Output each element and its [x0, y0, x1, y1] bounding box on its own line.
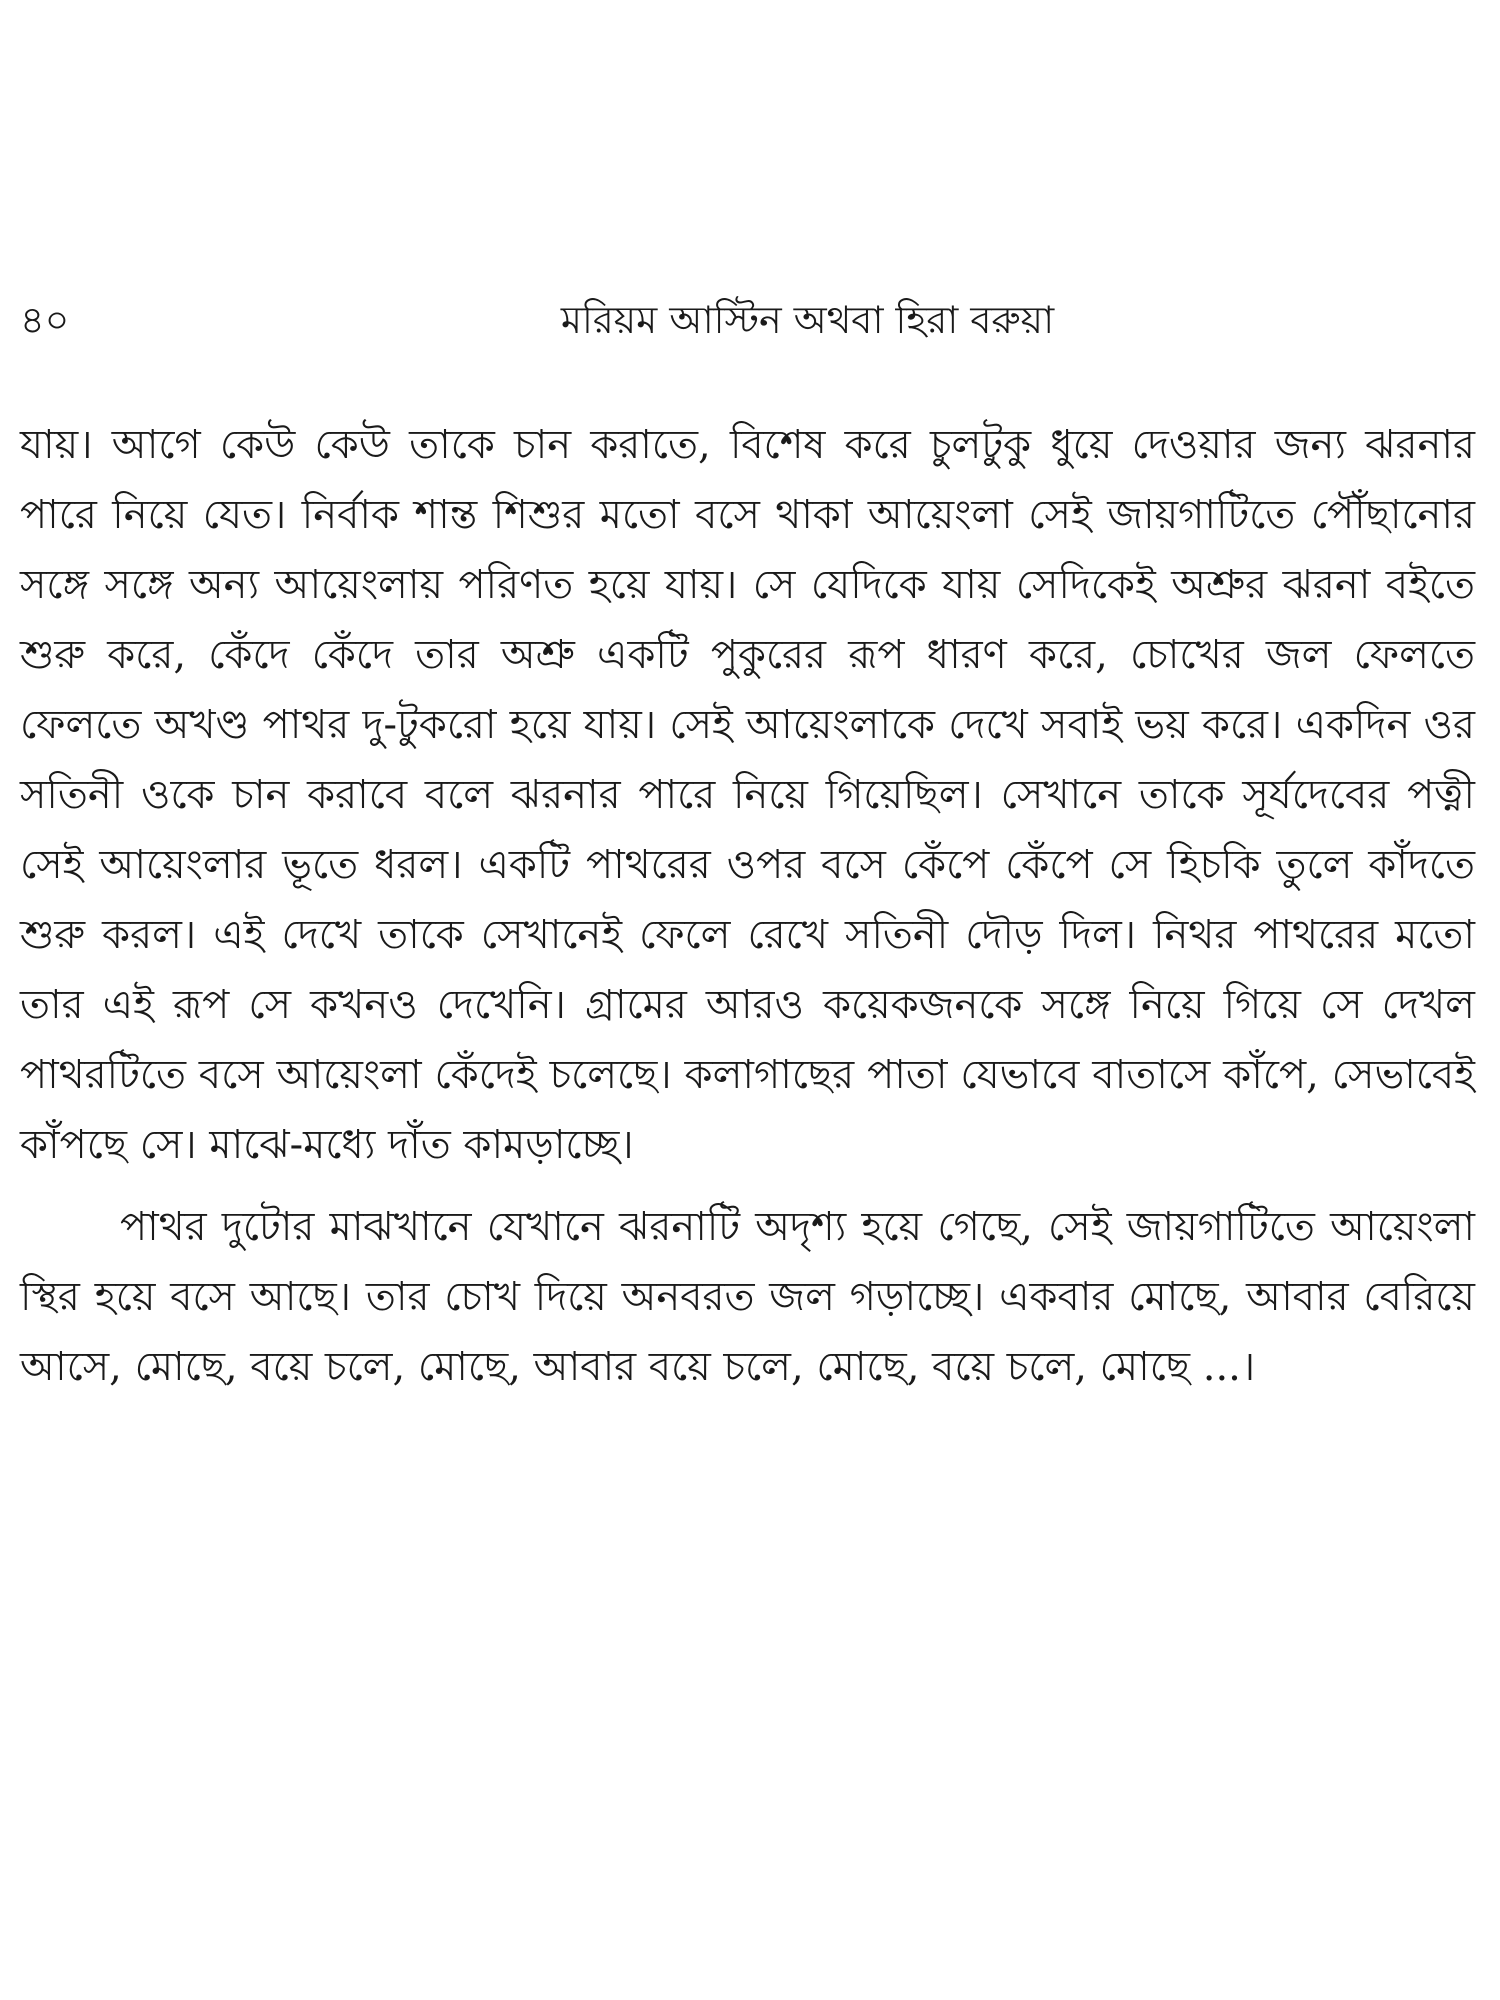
book-title: মরিয়ম আস্টিন অথবা হিরা বরুয়া [560, 298, 1055, 342]
running-header [20, 290, 1475, 350]
paragraph-1: যায়। আগে কেউ কেউ তাকে চান করাতে, বিশেষ করে চুলটুকু ধুয়ে দেওয়ার জন্য ঝরনার পারে নিয়ে যেত। নির্বাক শান্ত শিশুর মতো বসে থাকা আয়েংলা সেই জায়গাটিতে পৌঁছানোর সঙ্গে সঙ্গে অন্য আয়েংলায় পরিণত হয়ে যায়। সে যেদিকে যায় সেদিকেই অশ্রুর ঝরনা বইতে শুরু করে, কেঁদে কেঁদে তার অশ্রু একটি পুকুরের রূপ ধারণ করে, চোখের জল ফেলতে ফেলতে অখণ্ড পাথর দু-টুকরো হয়ে যায়। সেই আয়েংলাকে দেখে সবাই ভয় করে। একদিন ওর সতিনী ওকে চান করাবে বলে ঝরনার পারে নিয়ে গিয়েছিল। সেখানে তাকে সূর্যদেবের পত্নী সেই আয়েংলার ভূতে ধরল। একটি পাথরের ওপর বসে কেঁপে কেঁপে সে হিচকি তুলে কাঁদতে শুরু করল। এই দেখে তাকে সেখানেই ফেলে রেখে সতিনী দৌড় দিল। নিথর পাথরের মতো তার এই রূপ সে কখনও দেখেনি। গ্রামের আরও কয়েকজনকে সঙ্গে নিয়ে গিয়ে সে দেখল পাথরটিতে বসে আয়েংলা কেঁদেই চলেছে। কলাগাছের পাতা যেভাবে বাতাসে কাঁপে, সেভাবেই কাঁপছে সে। মাঝে-মধ্যে দাঁত কামড়াচ্ছে। [20, 422, 1475, 1168]
body-text [20, 410, 1475, 1402]
paragraph-2: পাথর দুটোর মাঝখানে যেখানে ঝরনাটি অদৃশ্য হয়ে গেছে, সেই জায়গাটিতে আয়েংলা স্থির হয়ে বসে আছে। তার চোখ দিয়ে অনবরত জল গড়াচ্ছে। একবার মোছে, আবার বেরিয়ে আসে, মোছে, বয়ে চলে, মোছে, আবার বয়ে চলে, মোছে, বয়ে চলে, মোছে ...। [20, 1204, 1475, 1390]
page-number: ৪০ [20, 298, 70, 342]
